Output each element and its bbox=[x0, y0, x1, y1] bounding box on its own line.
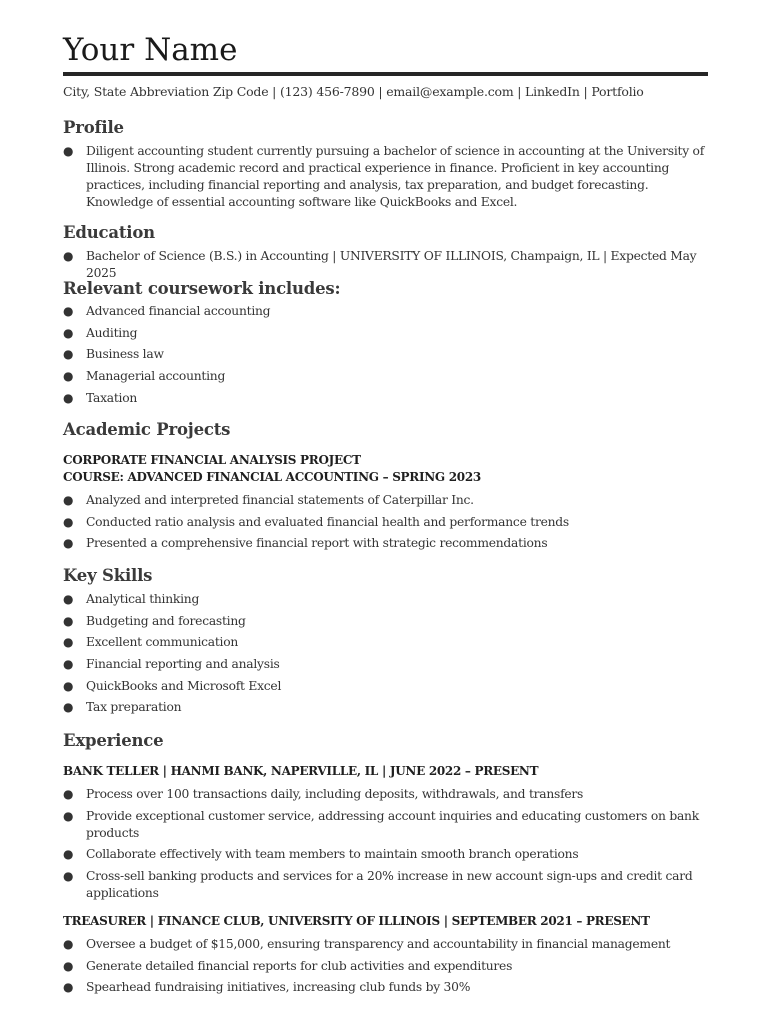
bullet-icon: ● bbox=[63, 144, 74, 158]
bullet-icon: ● bbox=[63, 847, 74, 862]
list-item-text: Conducted ratio analysis and evaluated financial health and performance trends bbox=[86, 514, 569, 529]
list-item-text: Budgeting and forecasting bbox=[86, 613, 246, 628]
projects-heading: Academic Projects bbox=[63, 420, 231, 439]
list-item-text: Analytical thinking bbox=[86, 592, 200, 606]
list-item bbox=[63, 325, 708, 342]
list-item-text: Tax preparation bbox=[86, 700, 182, 715]
profile-heading: Profile bbox=[63, 118, 124, 137]
bullet-icon: ● bbox=[63, 869, 74, 884]
list-item bbox=[63, 248, 708, 282]
list-item-text: Managerial accounting bbox=[86, 369, 226, 384]
list-item bbox=[63, 656, 708, 673]
project-course: COURSE: ADVANCED FINANCIAL ACCOUNTING – SPRING 2023 bbox=[63, 470, 481, 484]
list-item-text: QuickBooks and Microsoft Excel bbox=[86, 678, 282, 693]
experience-heading: Experience bbox=[63, 731, 164, 750]
job-heading: TREASURER | FINANCE CLUB, UNIVERSITY OF ILLINOIS | SEPTEMBER 2021 – PRESENT bbox=[63, 914, 650, 928]
list-item bbox=[63, 514, 708, 531]
list-item bbox=[63, 303, 708, 320]
bullet-icon: ● bbox=[63, 369, 74, 384]
bullet-icon: ● bbox=[63, 937, 74, 951]
list-item bbox=[63, 979, 708, 996]
profile-list bbox=[63, 143, 708, 211]
list-item-text: Advanced financial accounting bbox=[86, 304, 271, 318]
list-item bbox=[63, 390, 708, 407]
list-item bbox=[63, 492, 708, 509]
list-item bbox=[63, 846, 708, 863]
skills-list bbox=[63, 591, 708, 716]
list-item-text: Excellent communication bbox=[86, 635, 239, 650]
list-item bbox=[63, 868, 708, 902]
bullet-icon: ● bbox=[63, 700, 74, 715]
list-item-text: Cross-sell banking products and services for a 20% increase in new account sign-ups and credit card applications bbox=[86, 869, 693, 901]
list-item bbox=[63, 368, 708, 385]
bullet-icon: ● bbox=[63, 304, 74, 318]
bullet-icon: ● bbox=[63, 390, 74, 405]
list-item bbox=[63, 535, 708, 552]
bullet-icon: ● bbox=[63, 635, 74, 650]
projects-list bbox=[63, 492, 708, 552]
skills-heading: Key Skills bbox=[63, 566, 153, 585]
list-item-text: Diligent accounting student currently pursuing a bachelor of science in accounting at the University of Illinois. Strong academic record and practical experience in finance. Proficient in key accounting practices, including financial reporting and analysis, tax preparation, and budget forecasting. Knowledge of essential accounting software like QuickBooks and Excel. bbox=[86, 144, 705, 209]
job-heading: BANK TELLER | HANMI BANK, NAPERVILLE, IL | JUNE 2022 – PRESENT bbox=[63, 764, 539, 778]
bullet-icon: ● bbox=[63, 678, 74, 693]
bullet-icon: ● bbox=[63, 657, 74, 672]
project-title: CORPORATE FINANCIAL ANALYSIS PROJECT bbox=[63, 453, 361, 467]
bullet-icon: ● bbox=[63, 249, 74, 263]
job-bullets bbox=[63, 786, 708, 902]
list-item-text: Provide exceptional customer service, addressing account inquiries and educating customers on bank products bbox=[86, 808, 699, 840]
list-item-text: Auditing bbox=[86, 325, 138, 340]
list-item bbox=[63, 143, 708, 211]
bullet-icon: ● bbox=[63, 536, 74, 551]
bullet-icon: ● bbox=[63, 592, 74, 606]
list-item bbox=[63, 808, 708, 842]
bullet-icon: ● bbox=[63, 980, 74, 995]
list-item-text: Collaborate effectively with team members to maintain smooth branch operations bbox=[86, 847, 579, 862]
job-bullets bbox=[63, 936, 708, 996]
list-item-text: Business law bbox=[86, 347, 164, 362]
bullet-icon: ● bbox=[63, 493, 74, 507]
list-item bbox=[63, 936, 708, 953]
list-item-text: Generate detailed financial reports for club activities and expenditures bbox=[86, 958, 513, 973]
list-item bbox=[63, 699, 708, 716]
list-item bbox=[63, 346, 708, 363]
bullet-icon: ● bbox=[63, 787, 74, 801]
coursework-heading: Relevant coursework includes: bbox=[63, 279, 341, 298]
list-item-text: Financial reporting and analysis bbox=[86, 657, 280, 672]
bullet-icon: ● bbox=[63, 347, 74, 362]
list-item-text: Presented a comprehensive financial report with strategic recommendations bbox=[86, 536, 548, 551]
list-item-text: Bachelor of Science (B.S.) in Accounting | UNIVERSITY OF ILLINOIS, Champaign, IL | Expected May 2025 bbox=[86, 249, 697, 280]
bullet-icon: ● bbox=[63, 958, 74, 973]
bullet-icon: ● bbox=[63, 613, 74, 628]
list-item bbox=[63, 634, 708, 651]
list-item bbox=[63, 613, 708, 630]
list-item bbox=[63, 958, 708, 975]
list-item bbox=[63, 678, 708, 695]
header-divider bbox=[63, 72, 708, 76]
contact-line: City, State Abbreviation Zip Code | (123) 456-7890 | email@example.com | LinkedIn | Portfolio bbox=[63, 84, 644, 99]
list-item-text: Analyzed and interpreted financial statements of Caterpillar Inc. bbox=[86, 493, 474, 507]
bullet-icon: ● bbox=[63, 514, 74, 529]
list-item-text: Process over 100 transactions daily, including deposits, withdrawals, and transfers bbox=[86, 787, 584, 801]
list-item bbox=[63, 786, 708, 803]
education-list bbox=[63, 248, 708, 282]
bullet-icon: ● bbox=[63, 325, 74, 340]
resume-name: Your Name bbox=[63, 32, 238, 68]
list-item-text: Taxation bbox=[86, 390, 138, 405]
list-item-text: Spearhead fundraising initiatives, increasing club funds by 30% bbox=[86, 980, 471, 995]
education-heading: Education bbox=[63, 223, 155, 242]
list-item-text: Oversee a budget of $15,000, ensuring transparency and accountability in financial management bbox=[86, 937, 671, 951]
list-item bbox=[63, 591, 708, 608]
coursework-list bbox=[63, 303, 708, 407]
bullet-icon: ● bbox=[63, 808, 74, 823]
